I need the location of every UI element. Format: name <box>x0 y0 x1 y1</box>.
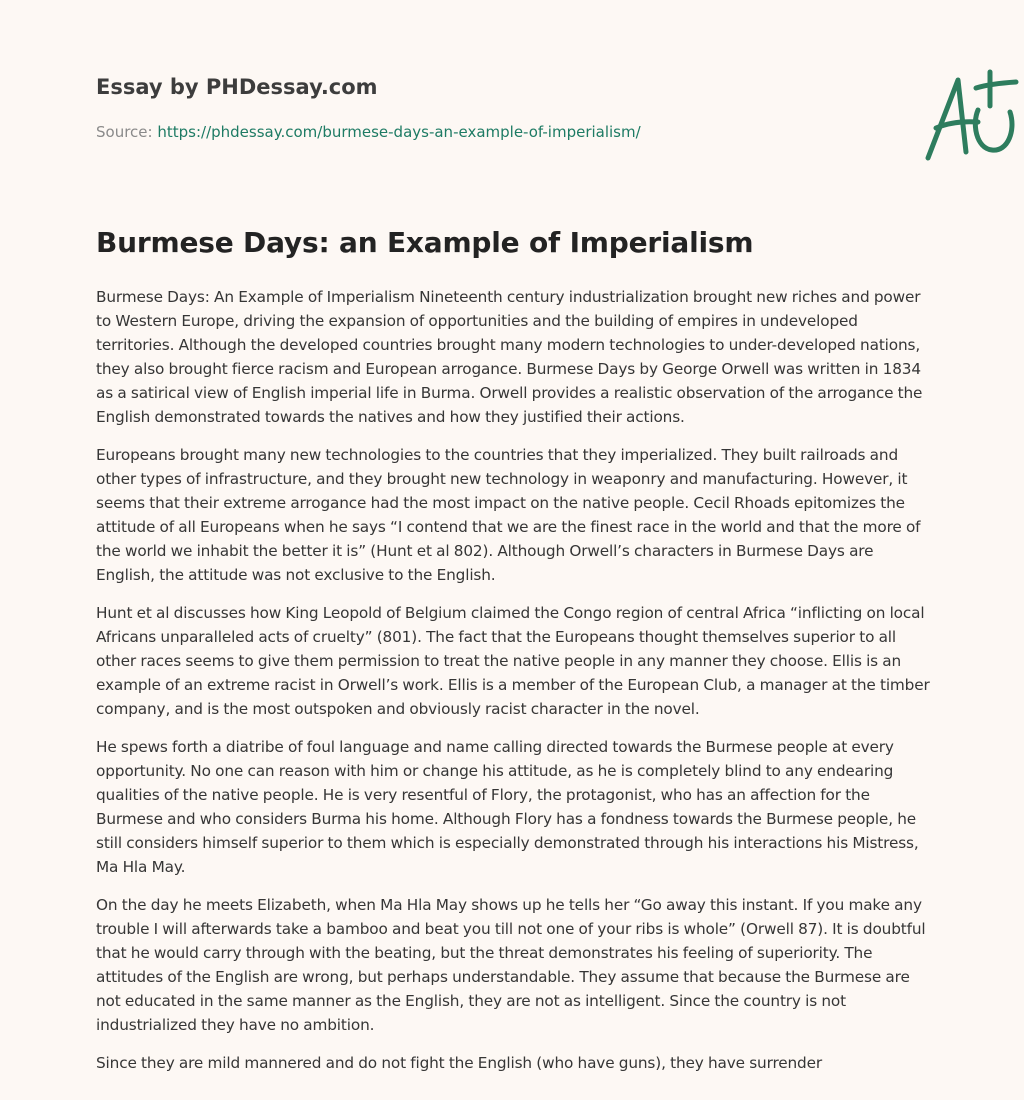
essay-paragraph: Hunt et al discusses how King Leopold of Belgium claimed the Congo region of central Africa “inflicting on local Africans unparalleled acts of cruelty” (801). The fact that the Europeans thought themselves superior to all other races seems to give them permission to treat the native people in any manner they choose. Ellis is an example of an extreme racist in Orwell’s work. Ellis is a member of the European Club, a manager at the timber company, and is the most outspoken and obviously racist character in the novel. <box>96 604 930 718</box>
essay-paragraph: Europeans brought many new technologies to the countries that they imperialized. They built railroads and other types of infrastructure, and they brought new technology in weaponry and manufacturing. However, it seems that their extreme arrogance had the most impact on the native people. Cecil Rhoads epitomizes the attitude of all Europeans when he says “I contend that we are the finest race in the world and that the more of the world we inhabit the better it is” (Hunt et al 802). Although Orwell’s characters in Burmese Days are English, the attitude was not exclusive to the English. <box>96 446 921 584</box>
essay-paragraph: Burmese Days: An Example of Imperialism Nineteenth century industrialization brought new riches and power to Western Europe, driving the expansion of opportunities and the building of empires in undeveloped territories. Although the developed countries brought many modern technologies to under-developed nations, they also brought fierce racism and European arrogance. Burmese Days by George Orwell was written in 1834 as a satirical view of English imperial life in Burma. Orwell provides a realistic observation of the arrogance the English demonstrated towards the natives and how they justified their actions. <box>96 288 923 426</box>
essay-title: Burmese Days: an Example of Imperialism <box>96 226 754 259</box>
essay-body <box>96 285 932 1089</box>
essay-paragraph: On the day he meets Elizabeth, when Ma Hla May shows up he tells her “Go away this instant. If you make any trouble I will afterwards take a bamboo and beat you till not one of your ribs is whole” (Orwell 87). It is doubtful that he would carry through with the beating, but the threat demonstrates his feeling of superiority. The attitudes of the English are wrong, but perhaps understandable. They assume that because the Burmese are not educated in the same manner as the English, they are not as intelligent. Since the country is not industrialized they have no ambition. <box>96 896 926 1034</box>
essay-paragraph: He spews forth a diatribe of foul language and name calling directed towards the Burmese people at every opportunity. No one can reason with him or change his attitude, as he is completely blind to any endearing qualities of the native people. He is very resentful of Flory, the protagonist, who has an affection for the Burmese and who considers Burma his home. Although Flory has a fondness towards the Burmese people, he still considers himself superior to them which is especially demonstrated through his interactions his Mistress, Ma Hla May. <box>96 738 919 876</box>
site-brand: Essay by PHDessay.com <box>96 75 378 99</box>
a-plus-logo-icon <box>918 66 1022 166</box>
source-label: Source: <box>96 123 153 141</box>
source-line <box>96 123 641 141</box>
source-link[interactable]: https://phdessay.com/burmese-days-an-example-of-imperialism/ <box>157 123 641 141</box>
essay-paragraph: Since they are mild mannered and do not fight the English (who have guns), they have surrender <box>96 1054 823 1072</box>
